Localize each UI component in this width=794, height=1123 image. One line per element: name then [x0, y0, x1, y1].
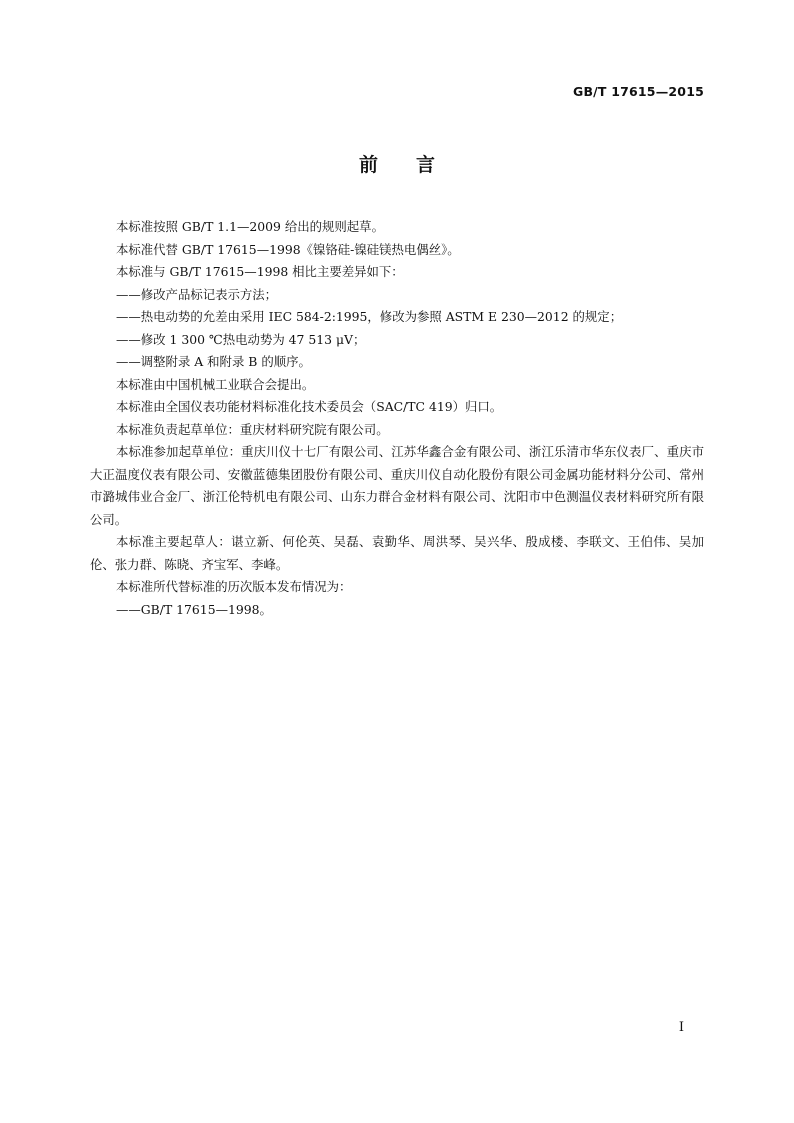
- page-title: 前言: [358, 154, 473, 176]
- paragraph-replaces: 本标准代替 GB/T 17615—1998《镍铬硅-镍硅镁热电偶丝》。: [116, 241, 460, 257]
- list-item-previous-edition: ——GB/T 17615—1998。: [116, 601, 272, 617]
- list-item-difference: ——修改产品标记表示方法；: [116, 286, 278, 302]
- paragraph-centralized-by: 本标准由全国仪表功能材料标准化技术委员会（SAC/TC 419）归口。: [116, 399, 503, 414]
- foreword-body: [90, 216, 704, 621]
- list-item-difference: ——热电动势的允差由采用 IEC 584-2:1995，修改为参照 ASTM E 230—2012 的规定；: [116, 309, 623, 324]
- paragraph-participating-drafters: 本标准参加起草单位：重庆川仪十七厂有限公司、江苏华鑫合金有限公司、浙江乐清市华东仪表厂、重庆市大正温度仪表有限公司、安徽蓝德集团股份有限公司、重庆川仪自动化股份有限公司金属功能材料分公司、常州市潞城伟业合金厂、浙江伦特机电有限公司、山东力群合金材料有限公司、沈阳市中色测温仪表材料研究所有限公司。: [90, 444, 704, 527]
- paragraph-responsible-drafter: 本标准负责起草单位：重庆材料研究院有限公司。: [116, 421, 389, 437]
- paragraph-differences-intro: 本标准与 GB/T 17615—1998 相比主要差异如下：: [116, 264, 404, 279]
- paragraph-proposed-by: 本标准由中国机械工业联合会提出。: [116, 376, 315, 392]
- paragraph-drafting-rules: 本标准按照 GB/T 1.1—2009 给出的规则起草。: [116, 219, 384, 234]
- list-item-difference: ——调整附录 A 和附录 B 的顺序。: [116, 354, 311, 369]
- paragraph-main-drafters: 本标准主要起草人：谌立新、何伦英、吴磊、袁勤华、周洪琴、吴兴华、殷成楼、李联文、王伯伟、吴加伦、张力群、陈晓、齐宝军、李峰。: [90, 534, 704, 572]
- list-item-difference: ——修改 1 300 ℃热电动势为 47 513 μV；: [116, 331, 366, 347]
- paragraph-previous-editions-intro: 本标准所代替标准的历次版本发布情况为：: [116, 579, 352, 594]
- standard-code: GB/T 17615—2015: [572, 84, 704, 99]
- page-number: I: [678, 1020, 684, 1035]
